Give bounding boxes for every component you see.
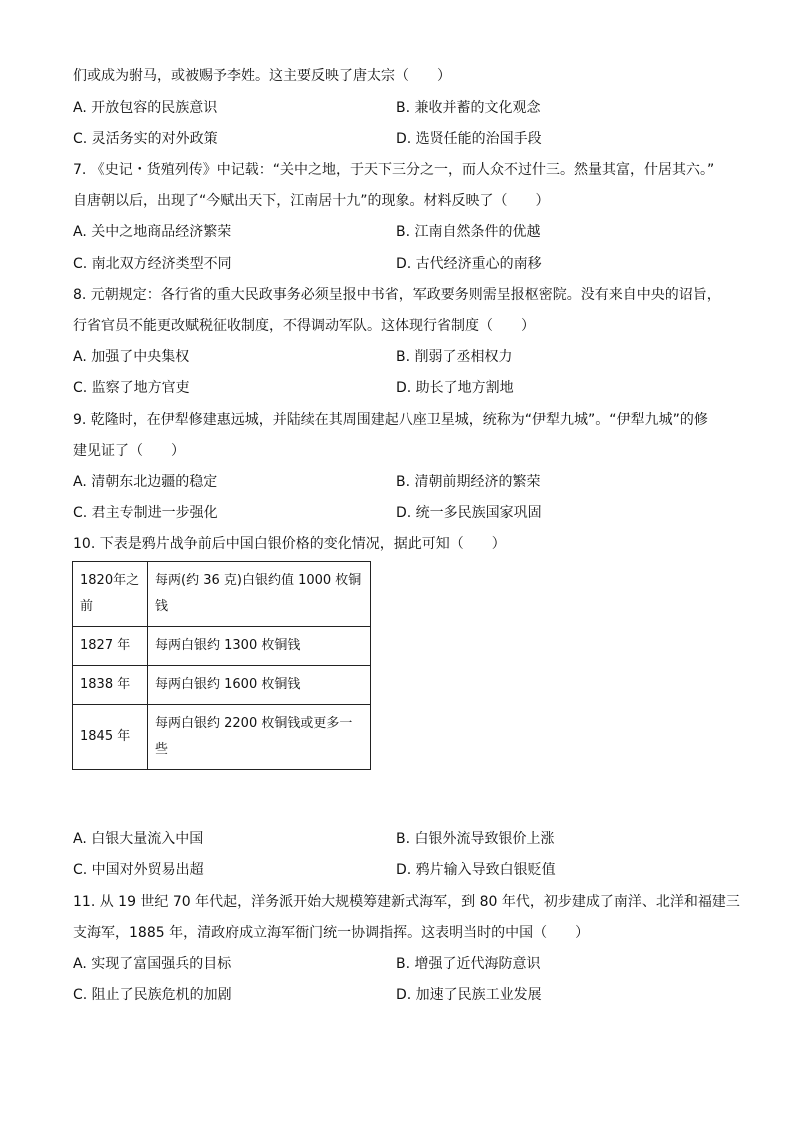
table-row xyxy=(73,666,371,705)
table-cell-year: 1845 年 xyxy=(73,705,148,770)
table-cell-desc: 每两白银约 1600 枚铜钱 xyxy=(148,666,371,705)
q9-stem-line2: 建见证了（ ） xyxy=(73,443,185,459)
q7-option-c: C. 南北双方经济类型不同 xyxy=(73,256,232,272)
q11-stem-line1: 11. 从 19 世纪 70 年代起，洋务派开始大规模筹建新式海军，到 80 年代，初步建成了南洋、北洋和福建三 xyxy=(73,894,740,910)
q11-stem-line2: 支海军，1885 年，清政府成立海军衙门统一协调指挥。这表明当时的中国（ ） xyxy=(73,925,590,941)
q8-stem-line1: 8. 元朝规定：各行省的重大民政事务必须呈报中书省，军政要务则需呈报枢密院。没有来自中央的诏旨， xyxy=(73,287,721,303)
q9-option-a: A. 清朝东北边疆的稳定 xyxy=(73,474,218,490)
q10-option-a: A. 白银大量流入中国 xyxy=(73,831,204,847)
table-row xyxy=(73,705,371,770)
q9-option-c: C. 君主专制进一步强化 xyxy=(73,505,218,521)
q7-option-a: A. 关中之地商品经济繁荣 xyxy=(73,224,232,240)
q8-option-a: A. 加强了中央集权 xyxy=(73,349,190,365)
q10-option-d: D. 鸦片输入导致白银贬值 xyxy=(396,862,556,878)
table-row xyxy=(73,627,371,666)
q9-option-d: D. 统一多民族国家巩固 xyxy=(396,505,542,521)
table-row xyxy=(73,562,371,627)
table-cell-desc: 每两白银约 1300 枚铜钱 xyxy=(148,627,371,666)
q7-option-b: B. 江南自然条件的优越 xyxy=(396,224,541,240)
q8-stem-line2: 行省官员不能更改赋税征收制度，不得调动军队。这体现行省制度（ ） xyxy=(73,318,535,334)
table-cell-year: 1838 年 xyxy=(73,666,148,705)
table-cell-desc: 每两白银约 2200 枚铜钱或更多一些 xyxy=(148,705,371,770)
q10-option-c: C. 中国对外贸易出超 xyxy=(73,862,204,878)
q11-option-c: C. 阻止了民族危机的加剧 xyxy=(73,987,232,1003)
q6-option-c: C. 灵活务实的对外政策 xyxy=(73,131,218,147)
q8-option-c: C. 监察了地方官吏 xyxy=(73,380,190,396)
q10-option-b: B. 白银外流导致银价上涨 xyxy=(396,831,555,847)
q8-option-d: D. 助长了地方割地 xyxy=(396,380,514,396)
q7-option-d: D. 古代经济重心的南移 xyxy=(396,256,542,272)
q10-stem: 10. 下表是鸦片战争前后中国白银价格的变化情况，据此可知（ ） xyxy=(73,536,506,552)
q9-stem-line1: 9. 乾隆时，在伊犁修建惠远城，并陆续在其周围建起八座卫星城，统称为“伊犁九城”。“伊犁九城”的修 xyxy=(73,412,708,428)
q9-option-b: B. 清朝前期经济的繁荣 xyxy=(396,474,541,490)
table-cell-year: 1820年之前 xyxy=(73,562,148,627)
q6-option-a: A. 开放包容的民族意识 xyxy=(73,100,218,116)
q11-option-a: A. 实现了富国强兵的目标 xyxy=(73,956,232,972)
q7-stem-line2: 自唐朝以后，出现了“今赋出天下，江南居十九”的现象。材料反映了（ ） xyxy=(73,193,550,209)
q6-option-d: D. 选贤任能的治国手段 xyxy=(396,131,542,147)
q6-stem-tail: 们或成为驸马，或被赐予李姓。这主要反映了唐太宗（ ） xyxy=(73,68,451,84)
q8-option-b: B. 削弱了丞相权力 xyxy=(396,349,513,365)
q6-option-b: B. 兼收并蓄的文化观念 xyxy=(396,100,541,116)
q7-stem-line1: 7. 《史记・货殖列传》中记载：“关中之地，于天下三分之一，而人众不过什三。然量其富，什居其六。” xyxy=(73,162,715,178)
table-cell-desc: 每两(约 36 克)白银约值 1000 枚铜钱 xyxy=(148,562,371,627)
q11-option-d: D. 加速了民族工业发展 xyxy=(396,987,542,1003)
q11-option-b: B. 增强了近代海防意识 xyxy=(396,956,541,972)
table-cell-year: 1827 年 xyxy=(73,627,148,666)
silver-price-table xyxy=(72,561,371,770)
